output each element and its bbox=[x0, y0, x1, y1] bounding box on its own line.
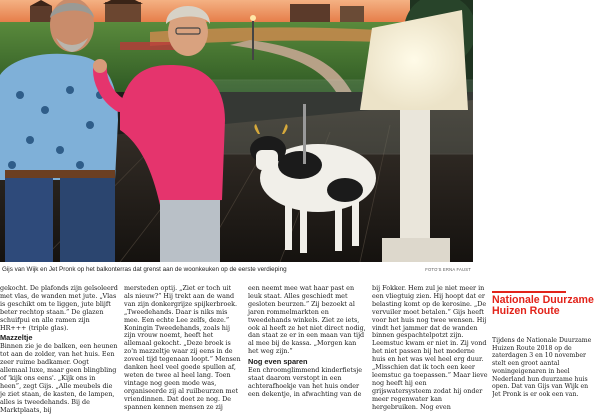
paragraph: Een chroomglimmend kinderfietsje staat daarom verstopt in een achterafhoekje van het huis onder een dekentje, in afwachting van de bbox=[248, 366, 363, 398]
paragraph: Binnen zie je de balken, een heunen tot aan de zolder, van het huis. Een zeer ruime badkamer. Oogt allemaal luxe, maar geen blingbling of 'kijk ons eens'. „Kijk ons in heen”, zegt Gijs. „Alle meubels die je ziet staan, de kasten, de lampen, alles is tweedehands. Bij de Marktplaats, bij bbox=[0, 342, 118, 414]
info-sidebar bbox=[492, 291, 600, 400]
paragraph: bij Fokker. Hem zul je niet meer in een vliegtuig zien. Hij hoopt dat er belasting komt op de kerosine. „De vervuiler moet betalen.” Gijs heeft voor het huis nog twee wensen. Hij vindt het jammer dat de wanden binnen gespachtelpotzt zijn. Leemstuc kwam er niet in. Zij vond het niet passen bij het moderne huis en het was wel heel erg duur. „Misschien dat ik toch een keer leemstuc ga toepassen.” Maar lieve nog heeft hij een grijswatersysteem zodat hij onder meer regenwater kan hergebruiken. Nog even bbox=[372, 284, 488, 411]
article-column-1 bbox=[0, 285, 118, 415]
article-column-3 bbox=[248, 285, 366, 399]
sidebar-body: Tijdens de Nationale Duurzame Huizen Route 2018 op de zaterdagen 3 en 10 november stelt een groot aantal woningeigenaren in heel Nederland hun duurzame huis open. Dat van Gijs van Wijk en Jet Pronk is er ook een van. bbox=[492, 337, 592, 398]
article-photo bbox=[0, 0, 473, 262]
sidebar-title: Nationale Duurzame Huizen Route bbox=[492, 294, 594, 317]
paragraph: gekocht. De plafonds zijn geïsoleerd met vlas, de wanden met jute. „Vlas is geschikt om te liggen, jute blijft beter rechtop staan.” De glazen schuifpui en alle ramen zijn HR+++ (triple glas). bbox=[0, 284, 118, 332]
paragraph: mersteden optij. „Ziet er toch uit als nieuw?” Hij trekt aan de wand van zijn donkergrijze spijkerbroek. „Tweedehands. Daar is niks mis mee. Een echte Lee zelfs, deze.” Koningin Tweedehands, zoals hij zijn vrouw noemt, heeft het allemaal gekocht. „Deze broek is zo'n mazzeltje waar zij eens in de zoveel tijd tegenaan loopt.” Mensen danken heel veel goede spullen af, weten de twee al heel lang. Toen vintage nog geen mode was, organiseerde zij al ruilbeurzen met vriendinnen. Dat doet ze nog. De spannen kennen mensen ze zij bbox=[124, 284, 241, 411]
paragraph: een neemt mee wat haar past en leuk staat. Alles geschiedt met gesloten beurzen.” Zij bezoekt al jaren rommelmarkten en tweedehands winkels. Ziet ze iets, ook al heeft ze het niet direct nodig, dan staat ze er in een maan van tijd al mee bij de kassa. „Morgen kan het weg zijn.” bbox=[248, 284, 366, 356]
caption-text: Gijs van Wijk en Jet Pronk op het balkonterras dat grenst aan de woonkeuken op de eerste verdieping bbox=[2, 266, 287, 273]
photo-credit: FOTO'S ERNA FAUST bbox=[425, 267, 471, 272]
photo-caption bbox=[0, 265, 473, 279]
article-column-4 bbox=[372, 285, 488, 412]
subheading-mazzeltje: Mazzeltje bbox=[0, 333, 33, 343]
sidebar-accent-rule bbox=[492, 291, 566, 293]
subheading-nog-even-sparen: Nog even sparen bbox=[248, 357, 308, 367]
article-column-2 bbox=[124, 285, 242, 412]
